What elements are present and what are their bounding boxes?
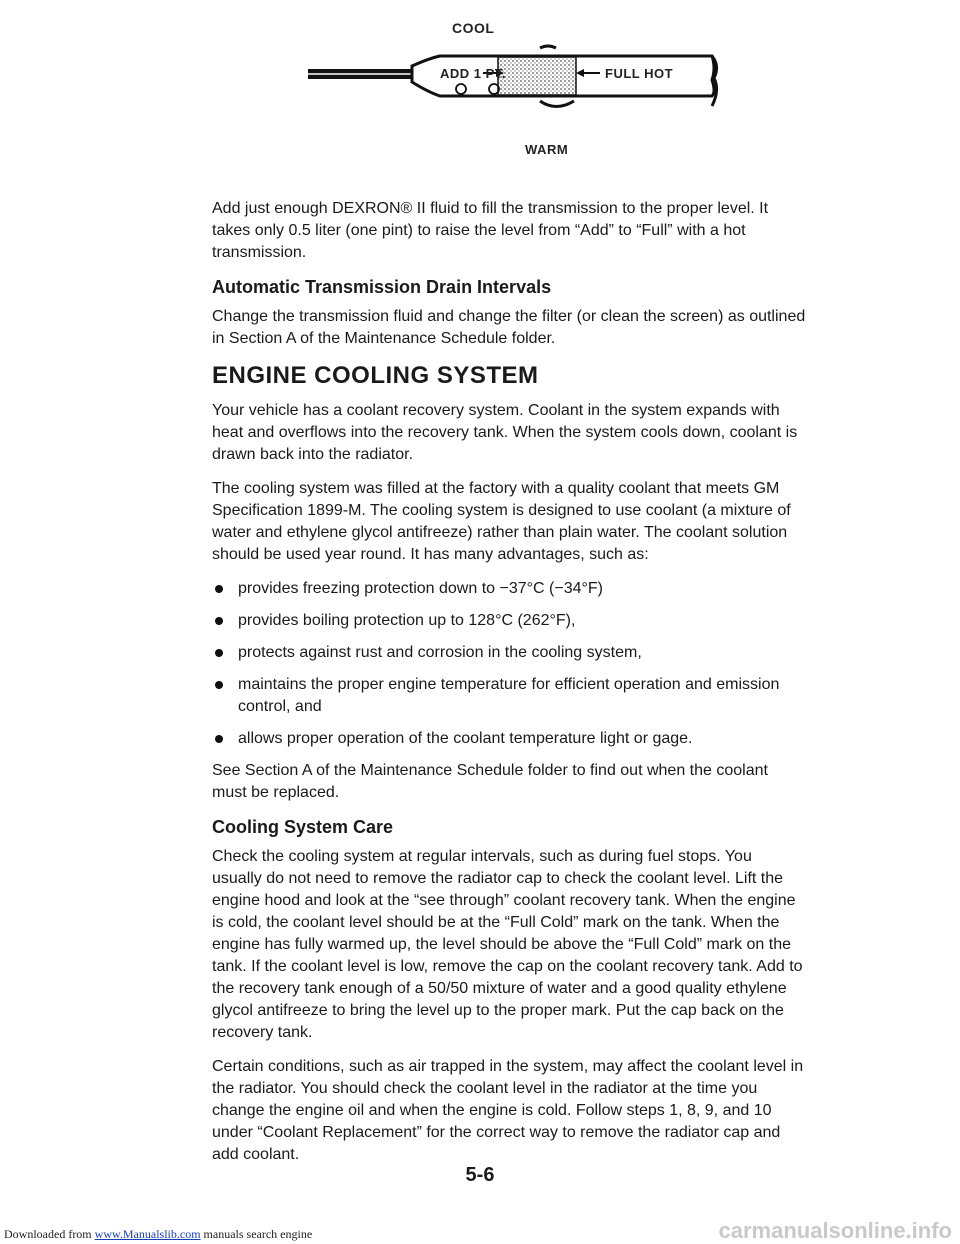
engine-cooling-p1: Your vehicle has a coolant recovery system. Coolant in the system expands with heat and overflows into the recovery tank. When the system cools down, coolant is drawn back into the radiator. [212, 402, 798, 463]
list-item: protects against rust and corrosion in the cooling system, [212, 642, 806, 664]
intro-paragraph: Add just enough DEXRON® II fluid to fill the transmission to the proper level. It takes only 0.5 liter (one pint) to raise the level from “Add” to “Full” with a hot transmission. [212, 200, 769, 261]
coolant-advantages-list [212, 578, 806, 750]
bullet-icon [215, 735, 223, 743]
cooling-care-heading: Cooling System Care [212, 817, 394, 837]
download-footer [4, 1227, 312, 1242]
cool-label: COOL [452, 20, 495, 36]
list-item: allows proper operation of the coolant temperature light or gage. [212, 728, 806, 750]
drain-intervals-heading: Automatic Transmission Drain Intervals [212, 277, 552, 297]
warm-range-area [498, 57, 576, 95]
bullet-icon [215, 681, 223, 689]
engine-cooling-heading: ENGINE COOLING SYSTEM [212, 362, 539, 389]
cooling-care-p1: Check the cooling system at regular intervals, such as during fuel stops. You usually do not need to remove the radiator cap to check the coolant level. Lift the engine hood and look at the “see through” coolant recovery tank. When the engine is cold, the coolant level should be at the “Full Cold” mark on the tank. When the engine has fully warmed up, the level should be above the “Full Cold” mark on the tank. If the coolant level is low, remove the cap on the coolant recovery tank. Add to the recovery tank enough of a 50/50 mixture of water and a good quality ethylene glycol antifreeze to bring the level up to the proper mark. Put the cap back on the recovery tank. [212, 848, 803, 1041]
engine-cooling-p2: The cooling system was filled at the factory with a quality coolant that meets GM Specification 1899-M. The cooling system is designed to use coolant (a mixture of water and ethylene glycol antifreeze) rather than plain water. The coolant solution should be used year round. It has many advantages, such as: [212, 480, 791, 563]
drain-intervals-text: Change the transmission fluid and change the filter (or clean the screen) as outlined in Section A of the Maintenance Schedule folder. [212, 308, 806, 347]
warm-label: WARM [525, 142, 569, 157]
page-content [212, 198, 806, 1178]
bullet-icon [215, 617, 223, 625]
add-label: ADD 1 PT. [440, 66, 506, 81]
full-hot-label: FULL HOT [605, 66, 674, 81]
bullet-icon [215, 585, 223, 593]
engine-cooling-p3: See Section A of the Maintenance Schedule folder to find out when the coolant must be replaced. [212, 762, 768, 801]
watermark: carmanualsonline.info [718, 1218, 952, 1243]
cooling-care-p2: Certain conditions, such as air trapped in the system, may affect the coolant level in the radiator. You should check the coolant level in the radiator at the time you change the engine oil and when the engine is cold. Follow steps 1, 8, 9, and 10 under “Coolant Replacement” for the correct way to remove the radiator cap and add coolant. [212, 1058, 804, 1163]
list-item: provides boiling protection up to 128°C (262°F), [212, 610, 806, 632]
page-number: 5-6 [465, 1164, 495, 1186]
list-item: provides freezing protection down to −37°C (−34°F) [212, 578, 806, 600]
footer-suffix: manuals search engine [203, 1227, 313, 1241]
manualslib-link[interactable]: www.Manualslib.com [94, 1227, 201, 1241]
list-item: maintains the proper engine temperature for efficient operation and emission control, and [212, 674, 806, 718]
footer-prefix: Downloaded from [4, 1227, 92, 1241]
bullet-icon [215, 649, 223, 657]
